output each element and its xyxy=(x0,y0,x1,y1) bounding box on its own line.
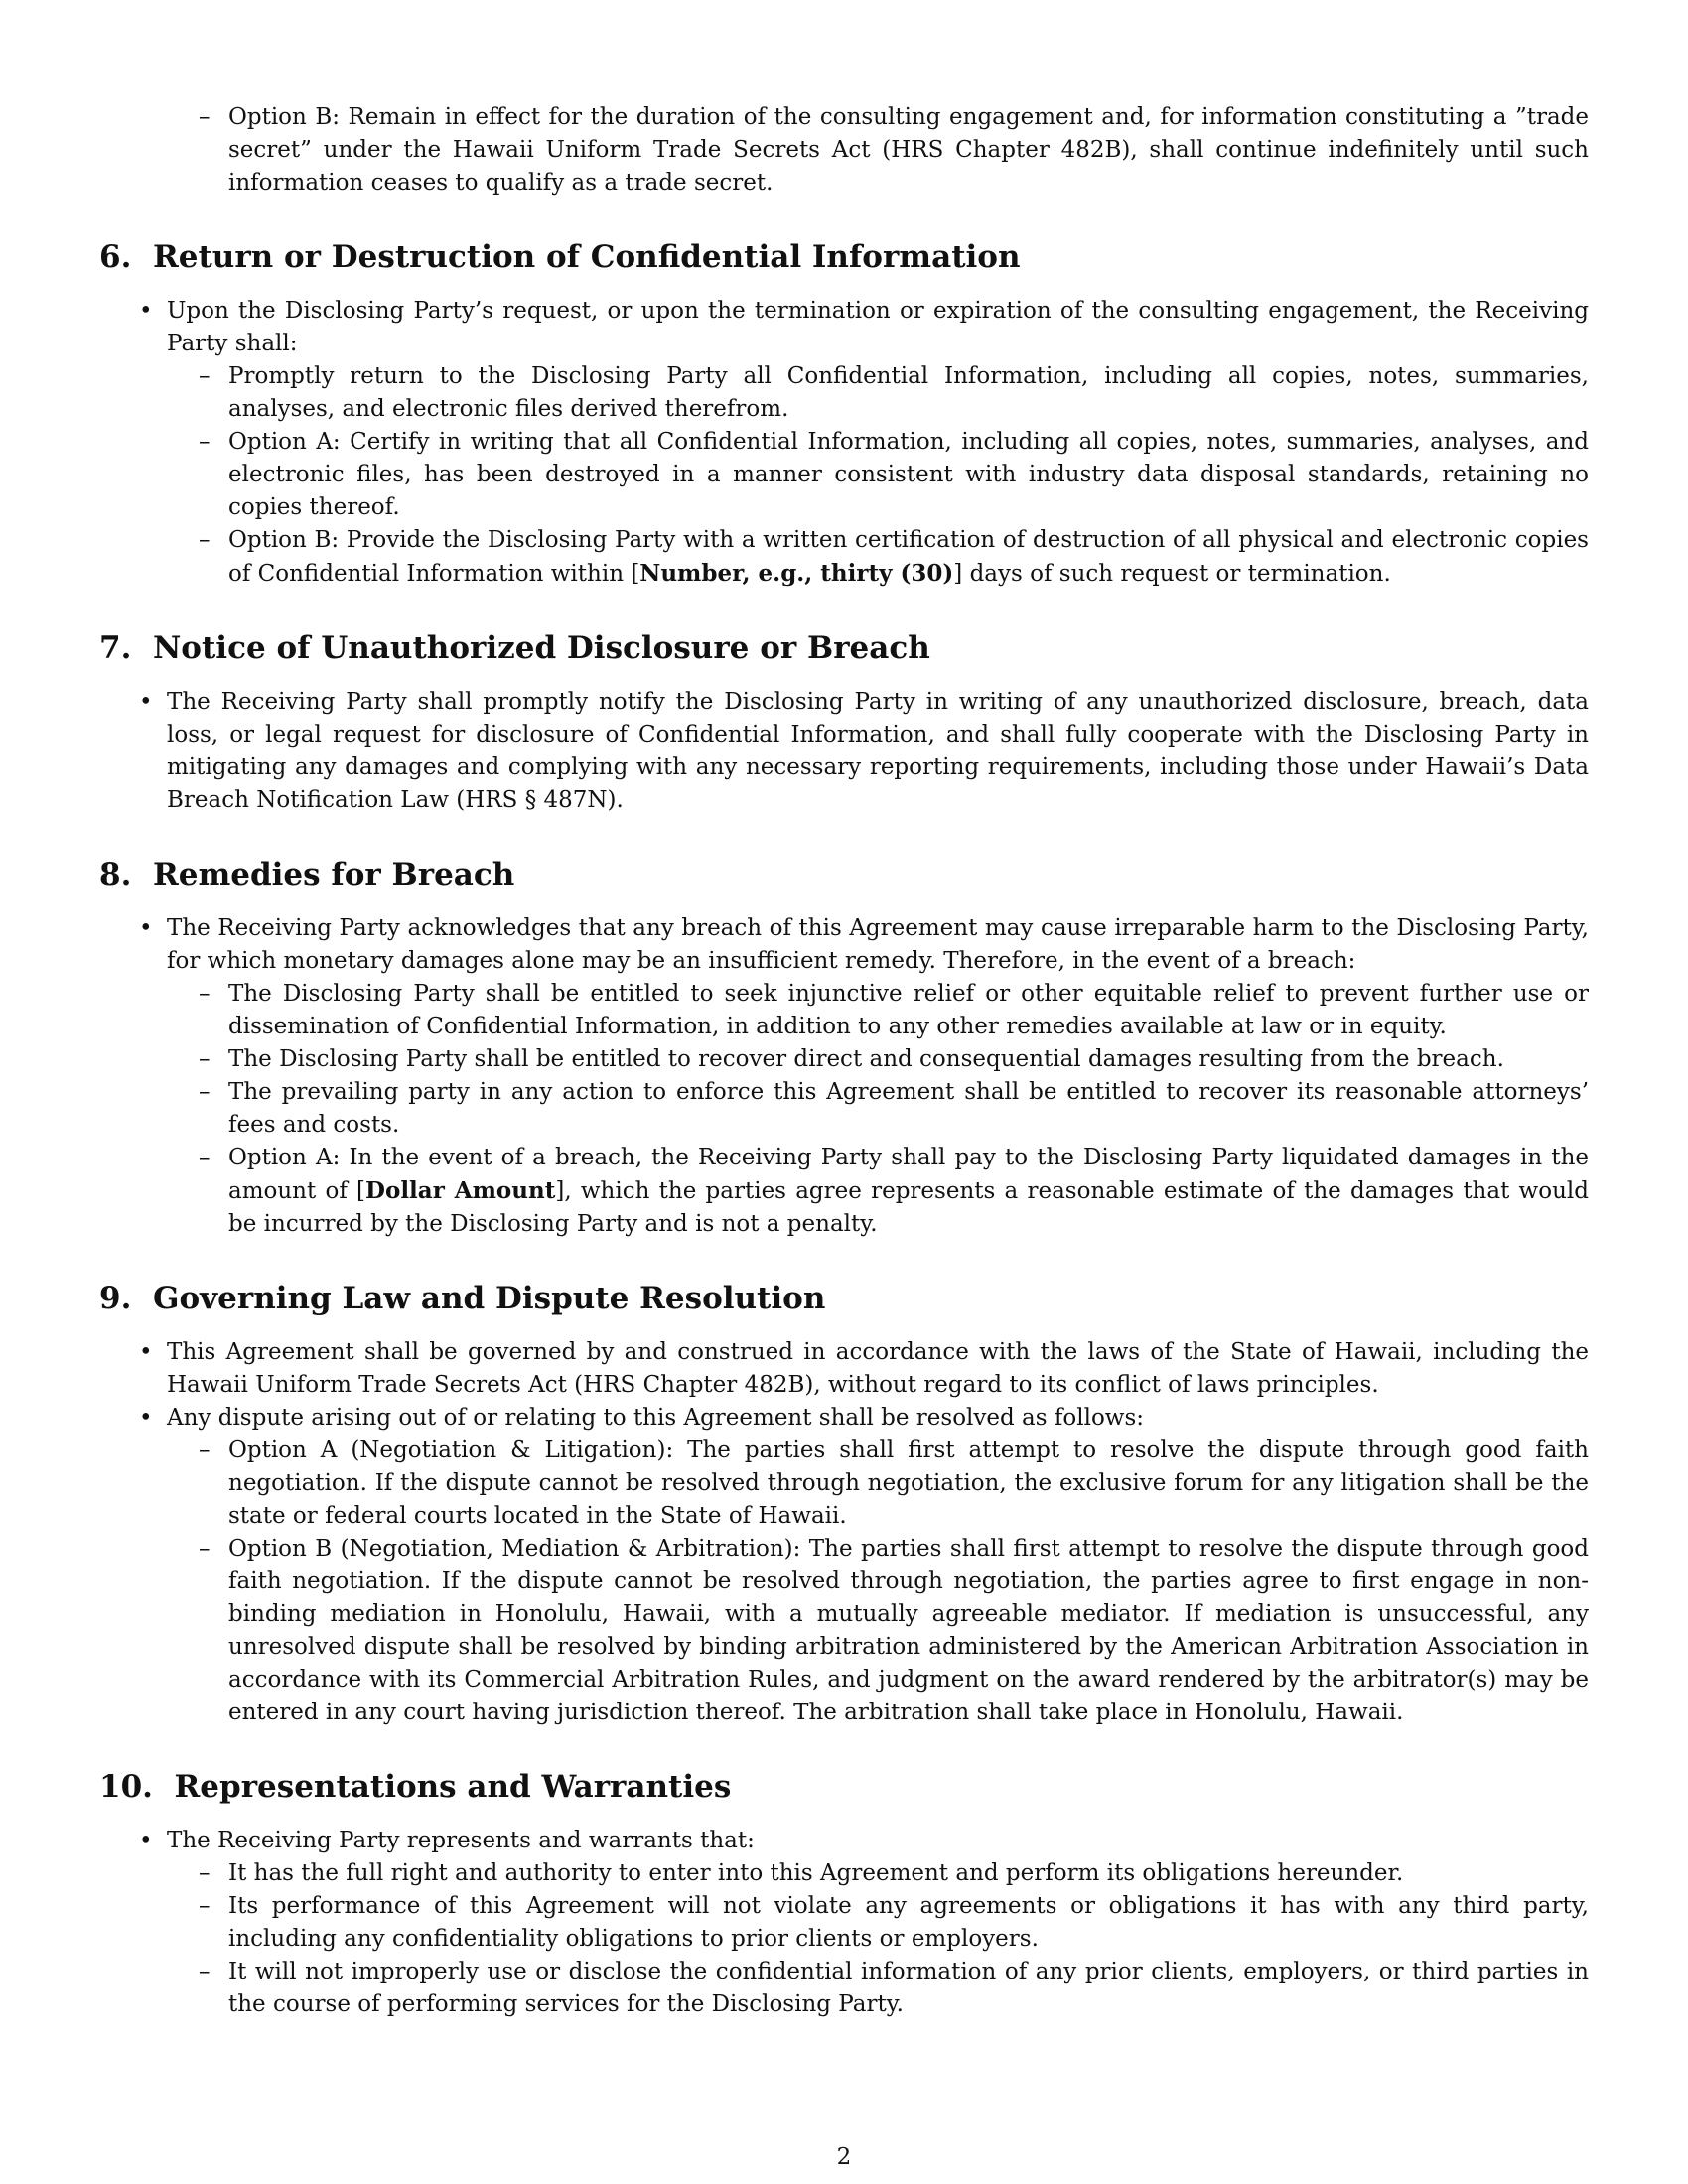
item-text: Promptly return to the Disclosing Party all Confidential Information, including all copies, notes, summaries, analyses, and electronic files derived therefrom. xyxy=(228,363,1589,422)
list-item xyxy=(99,360,1589,426)
item-text: The Disclosing Party shall be entitled to recover direct and consequential damages resulting from the breach. xyxy=(228,1046,1504,1072)
item-text: Upon the Disclosing Party’s request, or upon the termination or expiration of the consulting engagement, the Receiving Party shall: xyxy=(167,298,1589,356)
section-7 xyxy=(99,628,1589,817)
list-item xyxy=(99,1043,1589,1076)
item-text: The Receiving Party acknowledges that any breach of this Agreement may cause irreparable harm to the Disclosing Party, for which monetary damages alone may be an insufficient remedy. Therefore, in the event of a breach: xyxy=(167,915,1589,974)
dash-marker: – xyxy=(199,1893,211,1919)
list-item xyxy=(99,1533,1589,1729)
list-item xyxy=(99,1402,1589,1434)
section-9 xyxy=(99,1279,1589,1729)
placeholder-text: Number, e.g., thirty (30) xyxy=(639,560,954,587)
item-text: Option B: Remain in effect for the duration of the consulting engagement and, for information constituting a ”trade secret” under the Hawaii Uniform Trade Secrets Act (HRS Chapter 482B), shall continue indefinitely until such information ceases to qualify as a trade secret. xyxy=(228,104,1589,196)
item-text: It will not improperly use or disclose the confidential information of any prior clients, employers, or third parties in the course of performing services for the Disclosing Party. xyxy=(228,1959,1589,2017)
section-number: 6. xyxy=(99,239,132,275)
list-item xyxy=(99,686,1589,817)
section-number: 8. xyxy=(99,857,132,892)
section-8 xyxy=(99,855,1589,1241)
section-heading xyxy=(99,1279,1589,1318)
section-title: Notice of Unauthorized Disclosure or Breach xyxy=(152,630,930,666)
item-text: Option B (Negotiation, Mediation & Arbitration): The parties shall first attempt to resolve the dispute through good faith negotiation. If the dispute cannot be resolved through negotiation, the parties agree to first engage in non-binding mediation in Honolulu, Hawaii, with a mutually agreeable mediator. If mediation is unsuccessful, any unresolved dispute shall be resolved by binding arbitration administered by the American Arbitration Association in accordance with its Commercial Arbitration Rules, and judgment on the award rendered by the arbitrator(s) may be entered in any court having jurisdiction thereof. The arbitration shall take place in Honolulu, Hawaii. xyxy=(228,1536,1589,1725)
dash-marker: – xyxy=(199,1079,211,1105)
section-title: Remedies for Breach xyxy=(152,857,515,892)
section-title: Representations and Warranties xyxy=(174,1769,732,1805)
item-text: Option A: In the event of a breach, the Receiving Party shall pay to the Disclosing Party liquidated damages in the amount of [ xyxy=(228,1145,1589,1204)
list-item xyxy=(99,101,1589,200)
item-text: This Agreement shall be governed by and construed in accordance with the laws of the State of Hawaii, including the Hawaii Uniform Trade Secrets Act (HRS Chapter 482B), without regard to its conflict of laws principles. xyxy=(167,1339,1589,1398)
list-item xyxy=(99,295,1589,360)
bullet-marker: • xyxy=(139,1339,153,1365)
list-item xyxy=(99,1336,1589,1402)
list-item xyxy=(99,524,1589,591)
section-number: 10. xyxy=(99,1769,153,1805)
dash-marker: – xyxy=(199,1536,211,1562)
dash-marker: – xyxy=(199,363,211,389)
list-item xyxy=(99,1956,1589,2021)
section-heading xyxy=(99,628,1589,668)
bullet-marker: • xyxy=(139,915,153,941)
section-heading xyxy=(99,237,1589,277)
section-heading xyxy=(99,855,1589,894)
document-body xyxy=(99,101,1589,2021)
list-item xyxy=(99,1434,1589,1533)
list-item xyxy=(99,1825,1589,1857)
list-item xyxy=(99,1142,1589,1241)
page-number: 2 xyxy=(836,2144,852,2170)
dash-marker: – xyxy=(199,1860,211,1886)
section-heading xyxy=(99,1767,1589,1807)
dash-marker: – xyxy=(199,429,211,455)
section-6 xyxy=(99,237,1589,591)
item-text: The Disclosing Party shall be entitled to seek injunctive relief or other equitable relief to prevent further use or dissemination of Confidential Information, in addition to any other remedies available at law or in equity. xyxy=(228,981,1589,1039)
dash-marker: – xyxy=(199,527,211,553)
section-title: Governing Law and Dispute Resolution xyxy=(152,1281,826,1316)
section-10 xyxy=(99,1767,1589,2021)
bullet-marker: • xyxy=(139,298,153,324)
item-text: It has the full right and authority to enter into this Agreement and perform its obligations hereunder. xyxy=(228,1860,1404,1886)
item-text: Option A: Certify in writing that all Confidential Information, including all copies, notes, summaries, analyses, and electronic files, has been destroyed in a manner consistent with industry data disposal standards, retaining no copies thereof. xyxy=(228,429,1589,520)
bullet-marker: • xyxy=(139,1405,153,1431)
item-text: The prevailing party in any action to enforce this Agreement shall be entitled to recover its reasonable attorneys’ fees and costs. xyxy=(228,1079,1589,1138)
dash-marker: – xyxy=(199,1437,211,1463)
item-text: Its performance of this Agreement will not violate any agreements or obligations it has with any third party, including any confidentiality obligations to prior clients or employers. xyxy=(228,1893,1589,1952)
dash-marker: – xyxy=(199,1046,211,1072)
list-item xyxy=(99,426,1589,524)
item-text: The Receiving Party shall promptly notify the Disclosing Party in writing of any unauthorized disclosure, breach, data loss, or legal request for disclosure of Confidential Information, and shall fully cooperate with the Disclosing Party in mitigating any damages and complying with any necessary reporting requirements, including those under Hawaii’s Data Breach Notification Law (HRS § 487N). xyxy=(167,689,1589,813)
item-text: Option A (Negotiation & Litigation): The parties shall first attempt to resolve the dispute through good faith negotiation. If the dispute cannot be resolved through negotiation, the exclusive forum for any litigation shall be the state or federal courts located in the State of Hawaii. xyxy=(228,1437,1589,1529)
bullet-marker: • xyxy=(139,689,153,715)
item-text: Option B: Provide the Disclosing Party with a written certification of destruction of all physical and electronic copies of Confidential Information within [ xyxy=(228,527,1589,587)
list-item xyxy=(99,1076,1589,1142)
list-item xyxy=(99,1890,1589,1956)
bullet-marker: • xyxy=(139,1828,153,1853)
item-text: The Receiving Party represents and warrants that: xyxy=(167,1828,755,1853)
list-item xyxy=(99,978,1589,1043)
section-number: 9. xyxy=(99,1281,132,1316)
section-title: Return or Destruction of Confidential Information xyxy=(152,239,1021,275)
dash-marker: – xyxy=(199,981,211,1007)
dash-marker: – xyxy=(199,1145,211,1170)
list-item xyxy=(99,1857,1589,1890)
list-item xyxy=(99,912,1589,978)
item-text: ] days of such request or termination. xyxy=(953,561,1391,587)
placeholder-text: Dollar Amount xyxy=(365,1177,556,1204)
item-text: ], which the parties agree represents a reasonable estimate of the damages that would be incurred by the Disclosing Party and is not a penalty. xyxy=(228,1178,1589,1237)
dash-marker: – xyxy=(199,104,211,130)
section-number: 7. xyxy=(99,630,132,666)
dash-marker: – xyxy=(199,1959,211,1984)
item-text: Any dispute arising out of or relating to this Agreement shall be resolved as follows: xyxy=(167,1405,1145,1431)
